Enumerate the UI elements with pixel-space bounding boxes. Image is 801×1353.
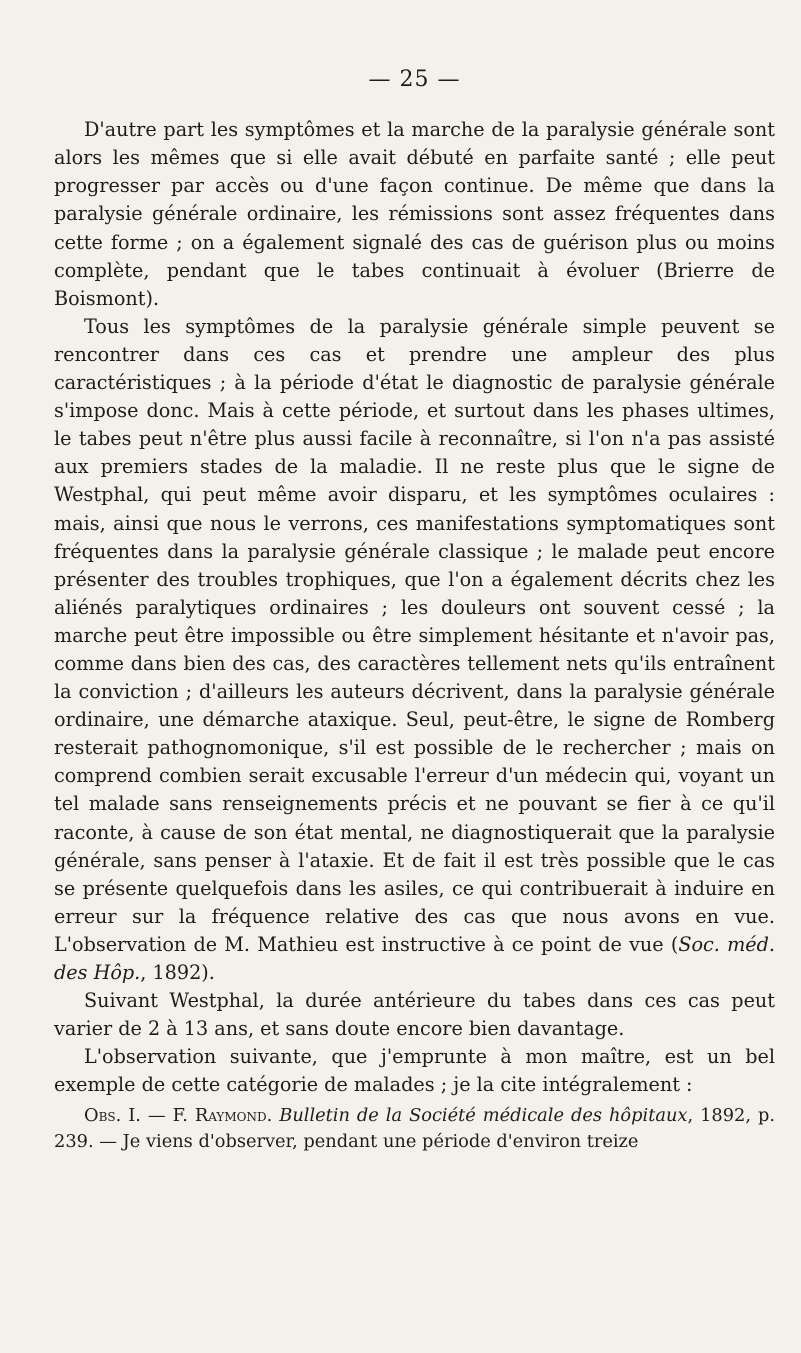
body-text bbox=[54, 116, 775, 1155]
paragraph-1: D'autre part les symptômes et la marche de la paralysie générale sont alors les mêmes que si elle avait débuté en parfaite santé ; elle peut progresser par accès ou d'une façon continue. De même que dans la paralysie générale ordinaire, les rémissions sont assez fréquentes dans cette forme ; on a également signalé des cas de guérison plus ou moins complète, pendant que le tabes continuait à évoluer (Brierre de Boismont). bbox=[54, 118, 775, 310]
observation-label: Obs. I. bbox=[84, 1105, 141, 1127]
observation-sep: . bbox=[266, 1105, 280, 1127]
paragraph-3: Suivant Westphal, la durée antérieure du tabes dans ces cas peut varier de 2 à 13 ans, et sans doute encore bien davantage. bbox=[54, 989, 775, 1041]
page-number: — 25 — bbox=[368, 67, 461, 92]
paragraph-2-text: Tous les symptômes de la paralysie générale simple peuvent se rencontrer dans ces cas et prendre une ampleur des plus caractéristiques ; à la période d'état le diagnostic de paralysie générale s'impose donc. Mais à cette période, et surtout dans les phases ultimes, le tabes peut n'être plus aussi facile à reconnaître, si l'on n'a pas assisté aux premiers stades de la maladie. Il ne reste plus que le signe de Westphal, qui peut même avoir disparu, et les symptômes oculaires : mais, ainsi que nous le verrons, ces manifestations symptomatiques sont fréquentes dans la paralysie générale classique ; le malade peut encore présenter des troubles trophiques, que l'on a également décrits chez les aliénés paralytiques ordinaires ; les douleurs ont souvent cessé ; la marche peut être impossible ou être simplement hésitante et n'avoir pas, comme dans bien des cas, des caractères tellement nets qu'ils entraînent la conviction ; d'ailleurs les auteurs décrivent, dans la paralysie générale ordinaire, une démarche ataxique. Seul, peut-être, le signe de Romberg resterait pathognomonique, s'il est possible de le rechercher ; mais on comprend combien serait excusable l'erreur d'un médecin qui, voyant un tel malade sans renseignements précis et ne pouvant se fier à ce qu'il raconte, à cause de son état mental, ne diagnostiquerait que la paralysie générale, sans penser à l'ataxie. Et de fait il est très possible que le cas se présente quelquefois dans les asiles, ce qui contribuerait à induire en erreur sur la fréquence relative des cas que nous avons en vue. L'observation de M. Mathieu est instructive à ce point de vue bbox=[54, 314, 775, 956]
observation-author: Raymond bbox=[194, 1105, 267, 1127]
observation-journal: Bulletin de la Société médicale des hôpitaux bbox=[279, 1105, 688, 1127]
citation-journal: Soc. méd. des Hôp. bbox=[54, 932, 775, 984]
paragraph-2: Tous les symptômes de la paralysie générale simple peuvent se rencontrer dans ces cas et prendre une ampleur des plus caractéristiques ; à la période d'état le diagnostic de paralysie générale s'impose donc. Mais à cette période, et surtout dans les phases ultimes, le tabes peut n'être plus aussi facile à reconnaître, si l'on n'a pas assisté aux premiers stades de la maladie. Il ne reste plus que le signe de Westphal, qui peut même avoir disparu, et les symptômes oculaires : mais, ainsi que nous le verrons, ces manifestations symptomatiques sont fréquentes dans la paralysie générale classique ; le malade peut encore présenter des troubles trophiques, que l'on a également décrits chez les aliénés paralytiques ordinaires ; les douleurs ont souvent cessé ; la marche peut être impossible ou être simplement hésitante et n'avoir pas, comme dans bien des cas, des caractères tellement nets qu'ils entraînent la conviction ; d'ailleurs les auteurs décrivent, dans la paralysie générale ordinaire, une démarche ataxique. Seul, peut-être, le signe de Romberg resterait pathognomonique, s'il est possible de le rechercher ; mais on comprend combien serait excusable l'erreur d'un médecin qui, voyant un tel malade sans renseignements précis et ne pouvant se fier à ce qu'il raconte, à cause de son état mental, ne diagnostiquerait que la paralysie générale, sans penser à l'ataxie. Et de fait il est très possible que le cas se présente quelquefois dans les asiles, ce qui contribuerait à induire en erreur sur la fréquence relative des cas que nous avons en vue. L'observation de M. Mathieu est instructive à ce point de vue (Soc. méd. des Hôp., 1892). bbox=[54, 314, 775, 984]
citation-year: , 1892). bbox=[140, 961, 215, 984]
observation-dash: — F. bbox=[140, 1105, 195, 1127]
paragraph-4: L'observation suivante, que j'emprunte à mon maître, est un bel exemple de cette catégorie de malades ; je la cite intégralement : bbox=[54, 1045, 775, 1097]
observation-rest: , 1892, p. 239. — Je viens d'observer, pendant une période d'environ treize bbox=[54, 1105, 775, 1153]
observation-paragraph bbox=[54, 1103, 775, 1155]
